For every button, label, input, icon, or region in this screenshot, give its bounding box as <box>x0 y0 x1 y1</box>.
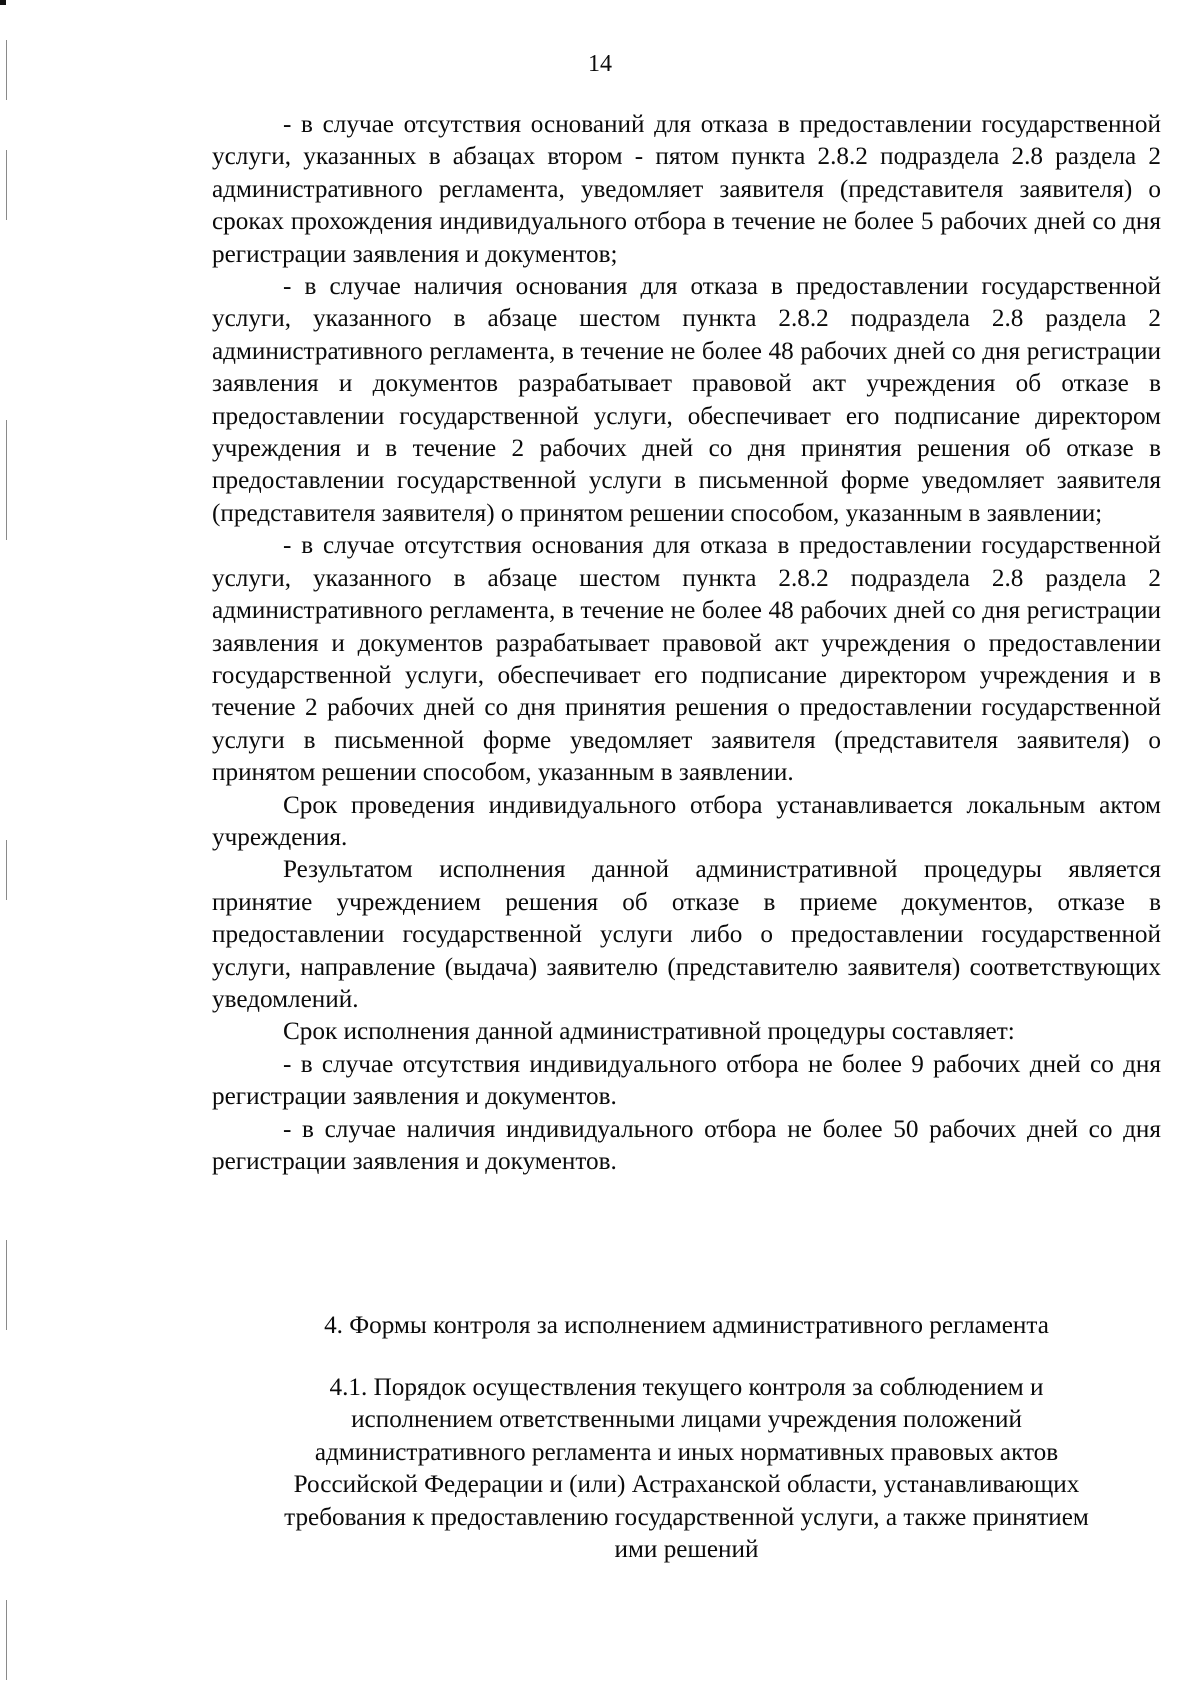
paragraph: Срок проведения индивидуального отбора устанавливается локальным актом учреждения. <box>212 791 1161 851</box>
scan-edge-mark <box>6 840 7 900</box>
subsection-heading-line: 4.1. Порядок осуществления текущего контроля за соблюдением и <box>329 1374 1044 1401</box>
scan-edge-mark <box>6 1600 7 1680</box>
subsection-heading-line: Российской Федерации и (или) Астраханской области, устанавливающих <box>293 1471 1080 1499</box>
paragraph: - в случае наличия основания для отказа в предоставлении государственной услуги, указанного в абзаце шестом пункта 2.8.2 подраздела 2.8 раздела 2 административного регламента, в течение не более 48 рабочих дней со дня регистрации заявления и документов разрабатывает правовой акт учреждения об отказе в предоставлении государственной услуги, обеспечивает его подписание директором учреждения и в течение 2 рабочих дней со дня принятия решения об отказе в предоставлении государственной услуги в письменной форме уведомляет заявителя (представителя заявителя) о принятом решении способом, указанным в заявлении; <box>212 273 1161 527</box>
subsection-heading-line: административного регламента и иных нормативных правовых актов <box>314 1438 1059 1466</box>
section-heading: 4. Формы контроля за исполнением административного регламента <box>324 1312 1049 1339</box>
paragraph: Результатом исполнения данной административной процедуры является принятие учреждением решения об отказе в приеме документов, отказе в предоставлении государственной услуги либо о предоставлении государственной услуги, направление (выдача) заявителю (представителю заявителя) соответствующих уведомлений. <box>212 856 1161 1013</box>
paragraph: - в случае отсутствия основания для отказа в предоставлении государственной услуги, указанного в абзаце шестом пункта 2.8.2 подраздела 2.8 раздела 2 административного регламента, в течение не более 48 рабочих дней со дня регистрации заявления и документов разрабатывает правовой акт учреждения о предоставлении государственной услуги, обеспечивает его подписание директором учреждения и в течение 2 рабочих дней со дня принятия решения о предоставлении государственной услуги в письменной форме уведомляет заявителя (представителя заявителя) о принятом решении способом, указанным в заявлении. <box>212 532 1161 787</box>
subsection-heading-line: ими решений <box>614 1536 759 1564</box>
body-text <box>212 109 1161 1178</box>
paragraph: Срок исполнения данной административной процедуры составляет: <box>283 1018 1015 1046</box>
scan-edge-mark <box>6 150 7 220</box>
scan-edge-mark <box>6 1240 7 1330</box>
paragraph: - в случае отсутствия индивидуального отбора не более 9 рабочих дней со дня регистрации заявления и документов. <box>212 1050 1161 1111</box>
subsection-heading <box>212 1372 1161 1566</box>
subsection-heading-line: исполнением ответственными лицами учреждения положений <box>351 1406 1022 1434</box>
subsection-heading-line: требования к предоставлению государственной услуги, а также принятием <box>284 1503 1089 1531</box>
paragraph: - в случае наличия индивидуального отбора не более 50 рабочих дней со дня регистрации заявления и документов. <box>212 1115 1161 1175</box>
scan-corner-mark <box>0 0 6 5</box>
page-number: 14 <box>588 51 612 77</box>
scan-edge-mark <box>6 420 7 540</box>
paragraph: - в случае отсутствия оснований для отказа в предоставлении государственной услуги, указанных в абзацах втором - пятом пункта 2.8.2 подраздела 2.8 раздела 2 административного регламента, уведомляет заявителя (представителя заявителя) о сроках прохождения индивидуального отбора в течение не более 5 рабочих дней со дня регистрации заявления и документов; <box>212 111 1161 268</box>
